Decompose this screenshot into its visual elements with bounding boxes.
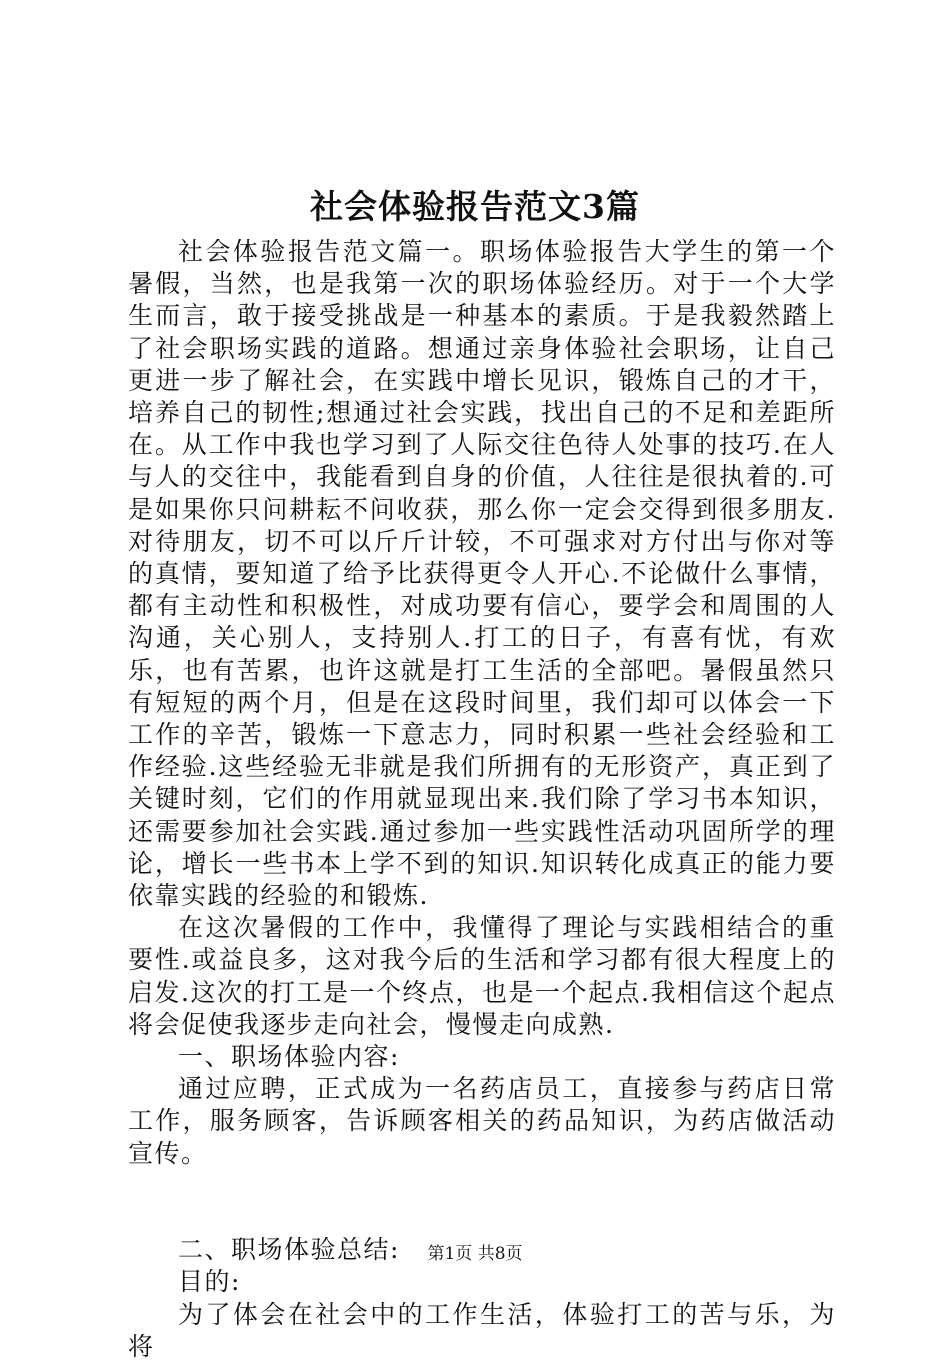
paragraph-content: 通过应聘，正式成为一名药店员工，直接参与药店日常工作，服务顾客，告诉顾客相关的药品知识，为药店做活动宣传。 [128,1074,836,1168]
blank-line [128,1170,836,1234]
paragraph-purpose: 为了体会在社会中的工作生活，体验打工的苦与乐，为将 [128,1299,836,1361]
document-title: 社会体验报告范文3篇 [310,187,640,226]
paragraph-reflection: 在这次暑假的工作中，我懂得了理论与实践相结合的重要性.或益良多，这对我今后的生活和学习都有很大程度上的启发.这次的打工是一个终点，也是一个起点.我相信这个起点将会促使我逐步走向社会，慢慢走向成熟. [128,913,836,1039]
subheading-purpose: 目的: [178,1267,241,1297]
document-body [128,236,836,1363]
section-heading-content: 一、职场体验内容: [178,1042,400,1072]
page-footer: 第1页 共8页 [427,1244,523,1264]
paragraph-intro: 社会体验报告范文篇一。职场体验报告大学生的第一个暑假，当然，也是我第一次的职场体验经历。对于一个大学生而言，敢于接受挑战是一种基本的素质。于是我毅然踏上了社会职场实践的道路。想通过亲身体验社会职场，让自己更进一步了解社会，在实践中增长见识，锻炼自己的才干，培养自己的韧性;想通过社会实践，找出自己的不足和差距所在。从工作中我也学习到了人际交往色待人处事的技巧.在人与人的交往中，我能看到自身的价值，人往往是很执着的.可是如果你只问耕耘不问收获，那么你一定会交得到很多朋友.对待朋友，切不可以斤斤计较，不可强求对方付出与你对等的真情，要知道了给予比获得更令人开心.不论做什么事情，都有主动性和积极性，对成功要有信心，要学会和周围的人沟通，关心别人，支持别人.打工的日子，有喜有忧，有欢乐，也有苦累，也许这就是打工生活的全部吧。暑假虽然只有短短的两个月，但是在这段时间里，我们却可以体会一下工作的辛苦，锻炼一下意志力，同时积累一些社会经验和工作经验.这些经验无非就是我们所拥有的无形资产，真正到了关键时刻，它们的作用就显现出来.我们除了学习书本知识，还需要参加社会实践.通过参加一些实践性活动巩固所学的理论，增长一些书本上学不到的知识.知识转化成真正的能力要依靠实践的经验的和锻炼. [128,237,836,911]
section-heading-summary: 二、职场体验总结: [178,1235,400,1265]
